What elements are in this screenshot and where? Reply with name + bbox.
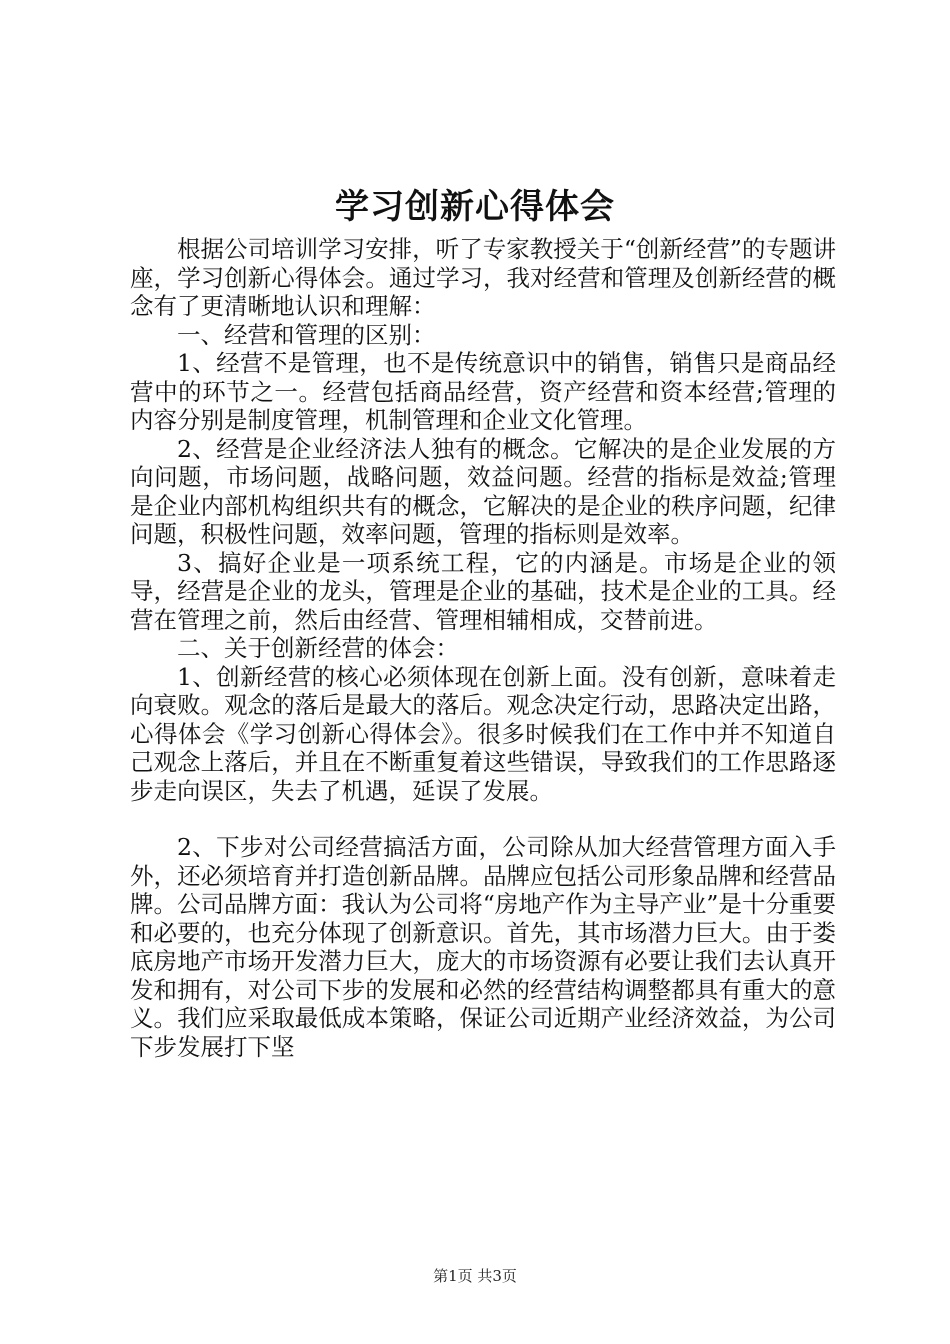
section-heading-1: 一、经营和管理的区别：: [177, 320, 436, 349]
document-title: 学习创新心得体会: [335, 187, 615, 227]
paragraph-1-1: 1、经营不是管理，也不是传统意识中的销售，销售只是商品经营中的环节之一。经营包括商品经营，资产经营和资本经营;管理的内容分别是制度管理，机制管理和企业文化管理。: [130, 349, 836, 434]
paragraph-1-2: 2、经营是企业经济法人独有的概念。它解决的是企业发展的方向问题，市场问题，战略问题，效益问题。经营的指标是效益;管理是企业内部机构组织共有的概念，它解决的是企业的秩序问题，纪律问题，积极性问题，效率问题，管理的指标则是效率。: [130, 434, 836, 548]
document-body: [130, 235, 836, 1061]
paragraph-2-1: 1、创新经营的核心必须体现在创新上面。没有创新，意味着走向衰败。观念的落后是最大的落后。观念决定行动，思路决定出路，心得体会《学习创新心得体会》。很多时候我们在工作中并不知道自己观念上落后，并且在不断重复着这些错误，导致我们的工作思路逐步走向误区，失去了机遇，延误了发展。: [130, 662, 836, 805]
paragraph-1-3: 3、搞好企业是一项系统工程，它的内涵是。市场是企业的领导，经营是企业的龙头，管理是企业的基础，技术是企业的工具。经营在管理之前，然后由经营、管理相辅相成，交替前进。: [130, 548, 836, 634]
section-heading-2: 二、关于创新经营的体会：: [177, 634, 459, 662]
intro-paragraph: 根据公司培训学习安排，听了专家教授关于“创新经营”的专题讲座，学习创新心得体会。通过学习，我对经营和管理及创新经营的概念有了更清晰地认识和理解：: [130, 235, 836, 320]
paragraph-2-2: 2、下步对公司经营搞活方面，公司除从加大经营管理方面入手外，还必须培育并打造创新品牌。品牌应包括公司形象品牌和经营品牌。公司品牌方面：我认为公司将“房地产作为主导产业”是十分重要和必要的，也充分体现了创新意识。首先，其市场潜力巨大。由于娄底房地产市场开发潜力巨大，庞大的市场资源有必要让我们去认真开发和拥有，对公司下步的发展和必然的经营结构调整都具有重大的意义。我们应采取最低成本策略，保证公司近期产业经济效益，为公司下步发展打下坚: [130, 833, 836, 1061]
page-footer: 第1页 共3页: [433, 1267, 517, 1285]
